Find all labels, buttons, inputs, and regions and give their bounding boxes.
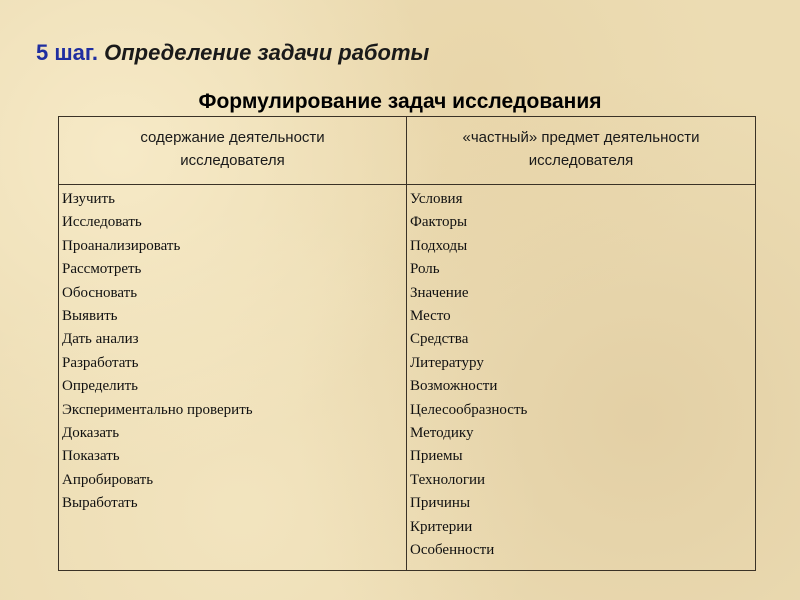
actions-cell: [59, 185, 407, 571]
subjects-list: [407, 185, 755, 563]
subject-item: Средства: [410, 331, 469, 348]
subject-item: Особенности: [410, 542, 495, 559]
subject-item: Значение: [410, 284, 469, 301]
column-header-line: содержание деятельности: [140, 129, 325, 146]
action-item: Обосновать: [62, 284, 138, 301]
slide-heading: [36, 38, 429, 68]
column-header-line: исследователя: [528, 152, 634, 169]
subject-item: Причины: [410, 495, 471, 512]
subject-item: Место: [410, 308, 451, 325]
subject-item: Методику: [410, 425, 474, 442]
subject-item: Подходы: [410, 237, 468, 254]
action-item: Показать: [62, 448, 120, 465]
subject-item: Критерии: [410, 518, 473, 535]
table-title: Формулирование задач исследования: [198, 90, 602, 113]
subject-item: Возможности: [410, 378, 498, 395]
actions-list: [59, 185, 406, 516]
action-item: Экспериментально проверить: [62, 401, 253, 418]
subject-item: Роль: [410, 261, 440, 278]
subject-item: Приемы: [410, 448, 463, 465]
table-body-row: [59, 185, 756, 571]
subject-item: Факторы: [410, 214, 468, 231]
action-item: Разработать: [62, 354, 139, 371]
research-tasks-table: [58, 116, 756, 571]
subjects-cell: [407, 185, 756, 571]
action-item: Исследовать: [62, 214, 142, 231]
action-item: Рассмотреть: [62, 261, 142, 278]
action-item: Доказать: [62, 425, 120, 442]
subject-item: Целесообразность: [410, 401, 528, 418]
subject-item: Литературу: [410, 354, 484, 371]
column-header-subject: [407, 117, 756, 185]
column-header-line: «частный» предмет деятельности: [462, 129, 700, 146]
column-header-line: исследователя: [180, 152, 285, 169]
subject-item: Технологии: [410, 471, 486, 488]
table-header-row: [59, 117, 756, 185]
column-header-activity: [59, 117, 407, 185]
action-item: Выявить: [62, 308, 118, 325]
step-title: Определение задачи работы: [104, 40, 430, 65]
action-item: Определить: [62, 378, 139, 395]
action-item: Проанализировать: [62, 237, 181, 254]
action-item: Выработать: [62, 495, 138, 512]
action-item: Изучить: [62, 191, 115, 207]
action-item: Апробировать: [62, 471, 154, 488]
action-item: Дать анализ: [62, 331, 139, 348]
step-number: 5 шаг.: [36, 40, 98, 65]
subject-item: Условия: [410, 191, 463, 207]
